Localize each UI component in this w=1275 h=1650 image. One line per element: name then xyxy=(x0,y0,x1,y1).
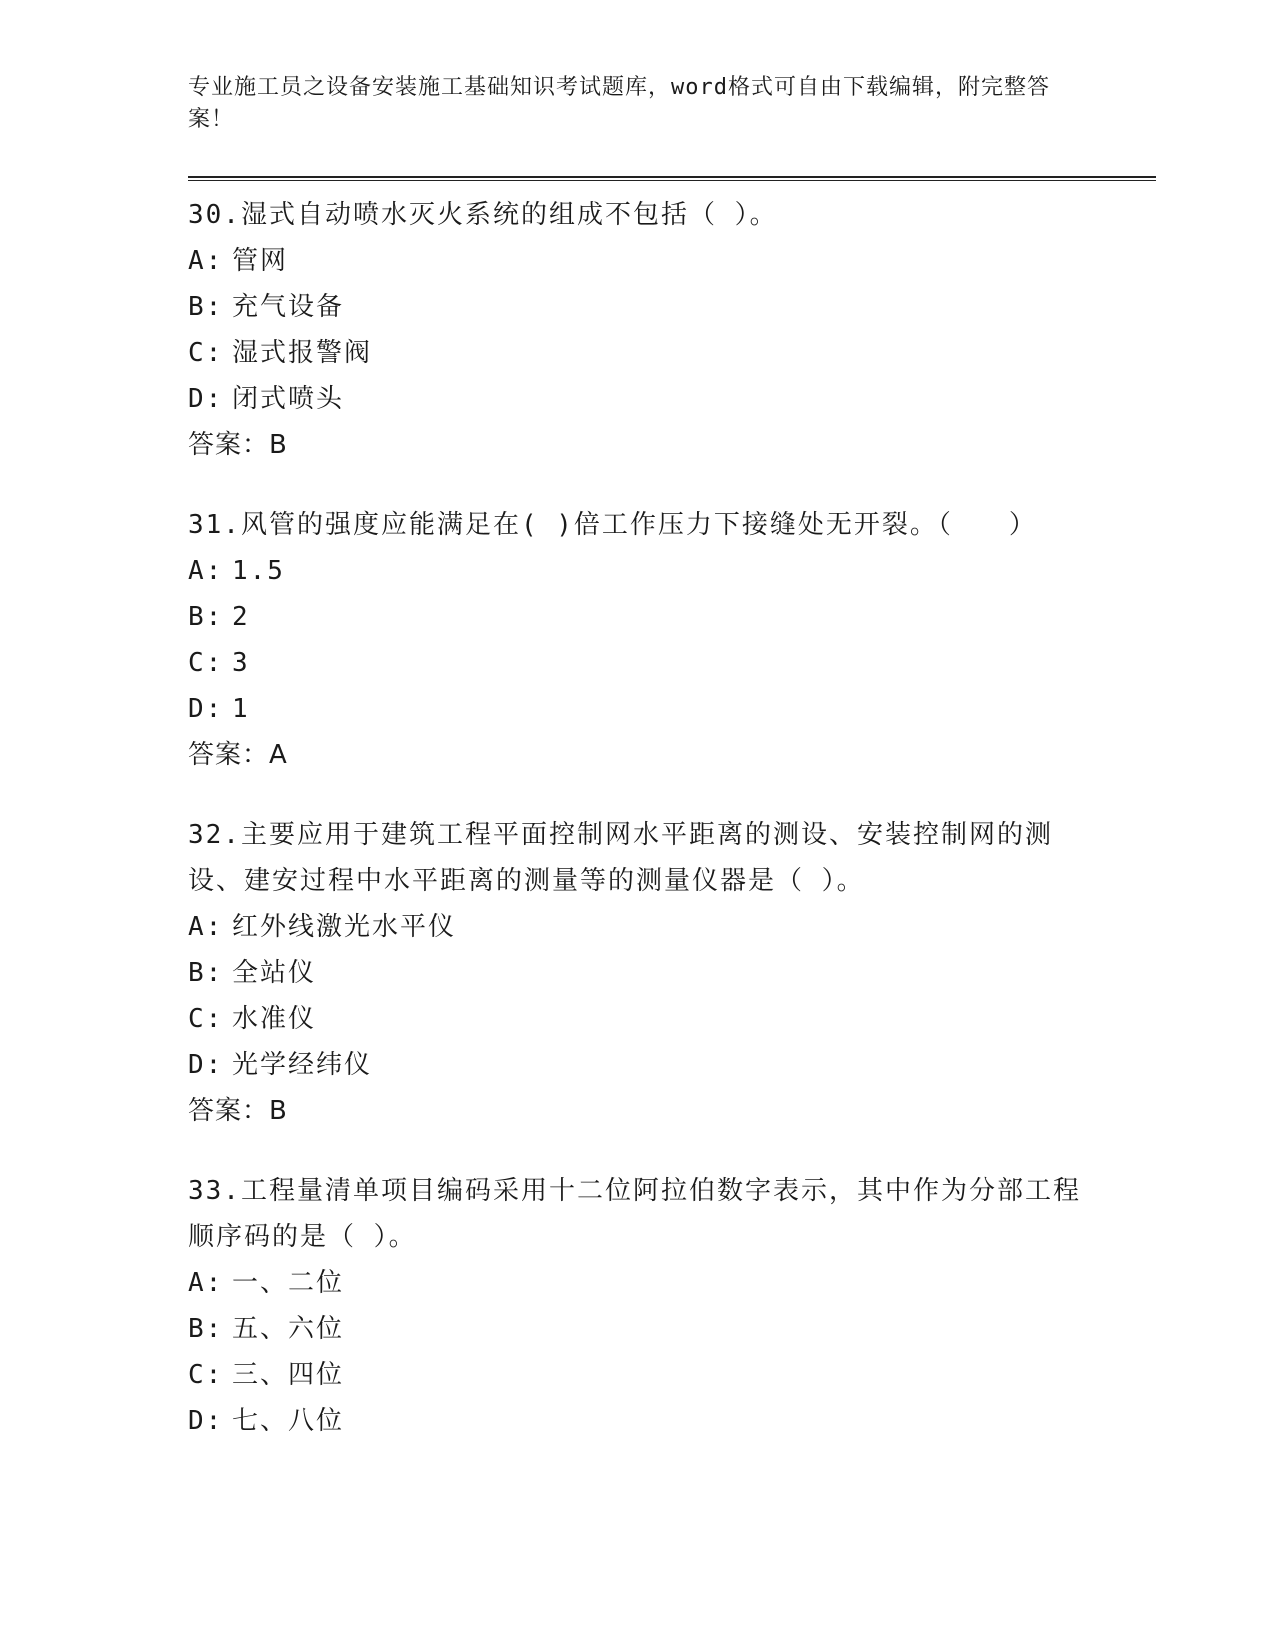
question-title: 31.风管的强度应能满足在( )倍工作压力下接缝处无开裂。（ ） xyxy=(188,510,1037,540)
answer-line: 答案：B xyxy=(188,430,288,460)
header-divider xyxy=(188,176,1156,181)
option-text: 2 xyxy=(232,602,250,632)
option-text: 1.5 xyxy=(232,556,285,586)
option-text: 三、四位 xyxy=(232,1360,345,1390)
option-key: B: xyxy=(188,602,224,632)
option-text: 红外线激光水平仪 xyxy=(232,912,457,942)
option-key: C: xyxy=(188,338,224,368)
option-a xyxy=(188,238,1088,284)
option-key: B: xyxy=(188,292,224,322)
option-text: 水准仪 xyxy=(232,1004,317,1034)
option-b xyxy=(188,594,1088,640)
option-c xyxy=(188,640,1088,686)
option-a xyxy=(188,904,1088,950)
question-30 xyxy=(188,192,1088,468)
option-d xyxy=(188,1398,1088,1444)
option-text: 管网 xyxy=(232,246,289,276)
option-text: 全站仪 xyxy=(232,958,317,988)
option-c xyxy=(188,996,1088,1042)
question-32 xyxy=(188,812,1088,1134)
option-text: 湿式报警阀 xyxy=(232,338,373,368)
option-key: C: xyxy=(188,648,224,678)
answer-line: 答案：A xyxy=(188,740,288,770)
option-text: 光学经纬仪 xyxy=(232,1050,373,1080)
option-key: A: xyxy=(188,246,224,276)
option-c xyxy=(188,330,1088,376)
question-33 xyxy=(188,1168,1088,1444)
option-key: B: xyxy=(188,1314,224,1344)
option-text: 闭式喷头 xyxy=(232,384,345,414)
document-header: 专业施工员之设备安装施工基础知识考试题库，word格式可自由下载编辑，附完整答案！ xyxy=(188,75,1050,132)
option-key: A: xyxy=(188,912,224,942)
option-key: C: xyxy=(188,1004,224,1034)
option-text: 七、八位 xyxy=(232,1406,345,1436)
question-31 xyxy=(188,502,1088,778)
option-a xyxy=(188,1260,1088,1306)
answer-line: 答案：B xyxy=(188,1096,288,1126)
option-text: 一、二位 xyxy=(232,1268,345,1298)
option-text: 3 xyxy=(232,648,250,678)
question-title: 33.工程量清单项目编码采用十二位阿拉伯数字表示，其中作为分部工程顺序码的是（ ）。 xyxy=(188,1176,1081,1252)
option-key: D: xyxy=(188,1050,224,1080)
option-text: 充气设备 xyxy=(232,292,345,322)
option-a xyxy=(188,548,1088,594)
option-text: 1 xyxy=(232,694,250,724)
option-text: 五、六位 xyxy=(232,1314,345,1344)
option-key: D: xyxy=(188,694,224,724)
option-d xyxy=(188,1042,1088,1088)
option-b xyxy=(188,1306,1088,1352)
option-c xyxy=(188,1352,1088,1398)
option-key: D: xyxy=(188,384,224,414)
question-list xyxy=(188,192,1088,1478)
option-key: C: xyxy=(188,1360,224,1390)
option-d xyxy=(188,686,1088,732)
option-b xyxy=(188,950,1088,996)
question-title: 30.湿式自动喷水灭火系统的组成不包括（ ）。 xyxy=(188,200,778,230)
question-title: 32.主要应用于建筑工程平面控制网水平距离的测设、安装控制网的测设、建安过程中水平距离的测量等的测量仪器是（ ）。 xyxy=(188,820,1053,896)
option-key: A: xyxy=(188,1268,224,1298)
option-key: D: xyxy=(188,1406,224,1436)
option-d xyxy=(188,376,1088,422)
option-key: A: xyxy=(188,556,224,586)
option-b xyxy=(188,284,1088,330)
option-key: B: xyxy=(188,958,224,988)
